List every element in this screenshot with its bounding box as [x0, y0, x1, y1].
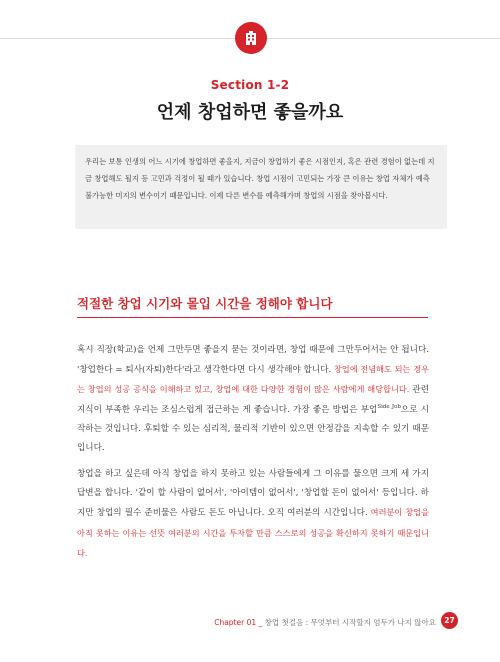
side-job-note: Side Job — [377, 403, 401, 410]
intro-box — [75, 145, 447, 229]
p1-text-b: 관련 지식이 부족한 우리는 조심스럽게 접근하는 게 좋습니다. 가장 좋은 방법은 부업 — [77, 385, 430, 415]
page-title: 언제 창업하면 좋을까요 — [156, 102, 344, 123]
p2-highlight: 여러분이 창업을 아직 못하는 이유는 선뜻 여러분의 시간을 투자할 만큼 스스로의 성공을 확신하지 못하기 때문입니다. — [77, 507, 429, 558]
subheading-rule — [77, 317, 428, 318]
paragraph-1 — [77, 341, 429, 458]
p1-text-c: 으로 시작하는 것입니다. 후퇴할 수 있는 심리적, 물리적 기반이 있으면 안정감을 지속할 수 있기 때문입니다. — [77, 404, 430, 454]
p2-text-a: 창업을 하고 싶은데 아직 창업을 하지 못하고 있는 사람들에게 그 이유를 물으면 크게 세 가지 답변을 합니다. '같이 할 사람이 없어서', '아이템이 없어서', '창업할 돈이 없어서' 등입니다. 하지만 창업의 필수 준비물은 사람도 돈도 아닙니다. 오직 여러분의 시간입니다. — [77, 469, 429, 519]
footer-chapter: Chapter 01 _ — [214, 618, 263, 627]
p1-text-a: 혹시 직장(학교)을 언제 그만두면 좋을지 묻는 것이라면, 창업 때문에 그만두어서는 안 됩니다. '창업한다 = 퇴사(자퇴)한다'라고 생각한다면 다시 생각해야 합니다. — [77, 345, 429, 376]
footer-title: 창업 첫걸음 : 무엇부터 시작할지 엄두가 나지 않아요 — [264, 618, 436, 627]
p1-highlight: 창업에 전념해도 되는 경우는 창업의 성공 공식을 이해하고 있고, 창업에 대한 다양한 경험이 많은 사람에게 해당합니다. — [77, 364, 429, 395]
section-label: Section 1-2 — [210, 78, 290, 92]
footer — [214, 617, 436, 628]
subheading: 적절한 창업 시기와 몰입 시간을 정해야 합니다 — [77, 296, 333, 311]
page-number: 27 — [441, 612, 458, 629]
building-icon — [235, 22, 267, 54]
paragraph-2 — [77, 465, 429, 564]
intro-text: 우리는 보통 인생의 어느 시기에 창업하면 좋을지, 지금이 창업하기 좋은 시점인지, 혹은 관련 경험이 없는데 지금 창업해도 될지 등 고민과 걱정이 될 때가 있습니다. 창업 시점이 고민되는 가장 큰 이유는 창업 자체가 예측 불가능한 미지의 변수이기 때문입니다. 이제 다른 변수를 예측해가며 창업의 시점을 찾아봅시다. — [85, 157, 435, 200]
